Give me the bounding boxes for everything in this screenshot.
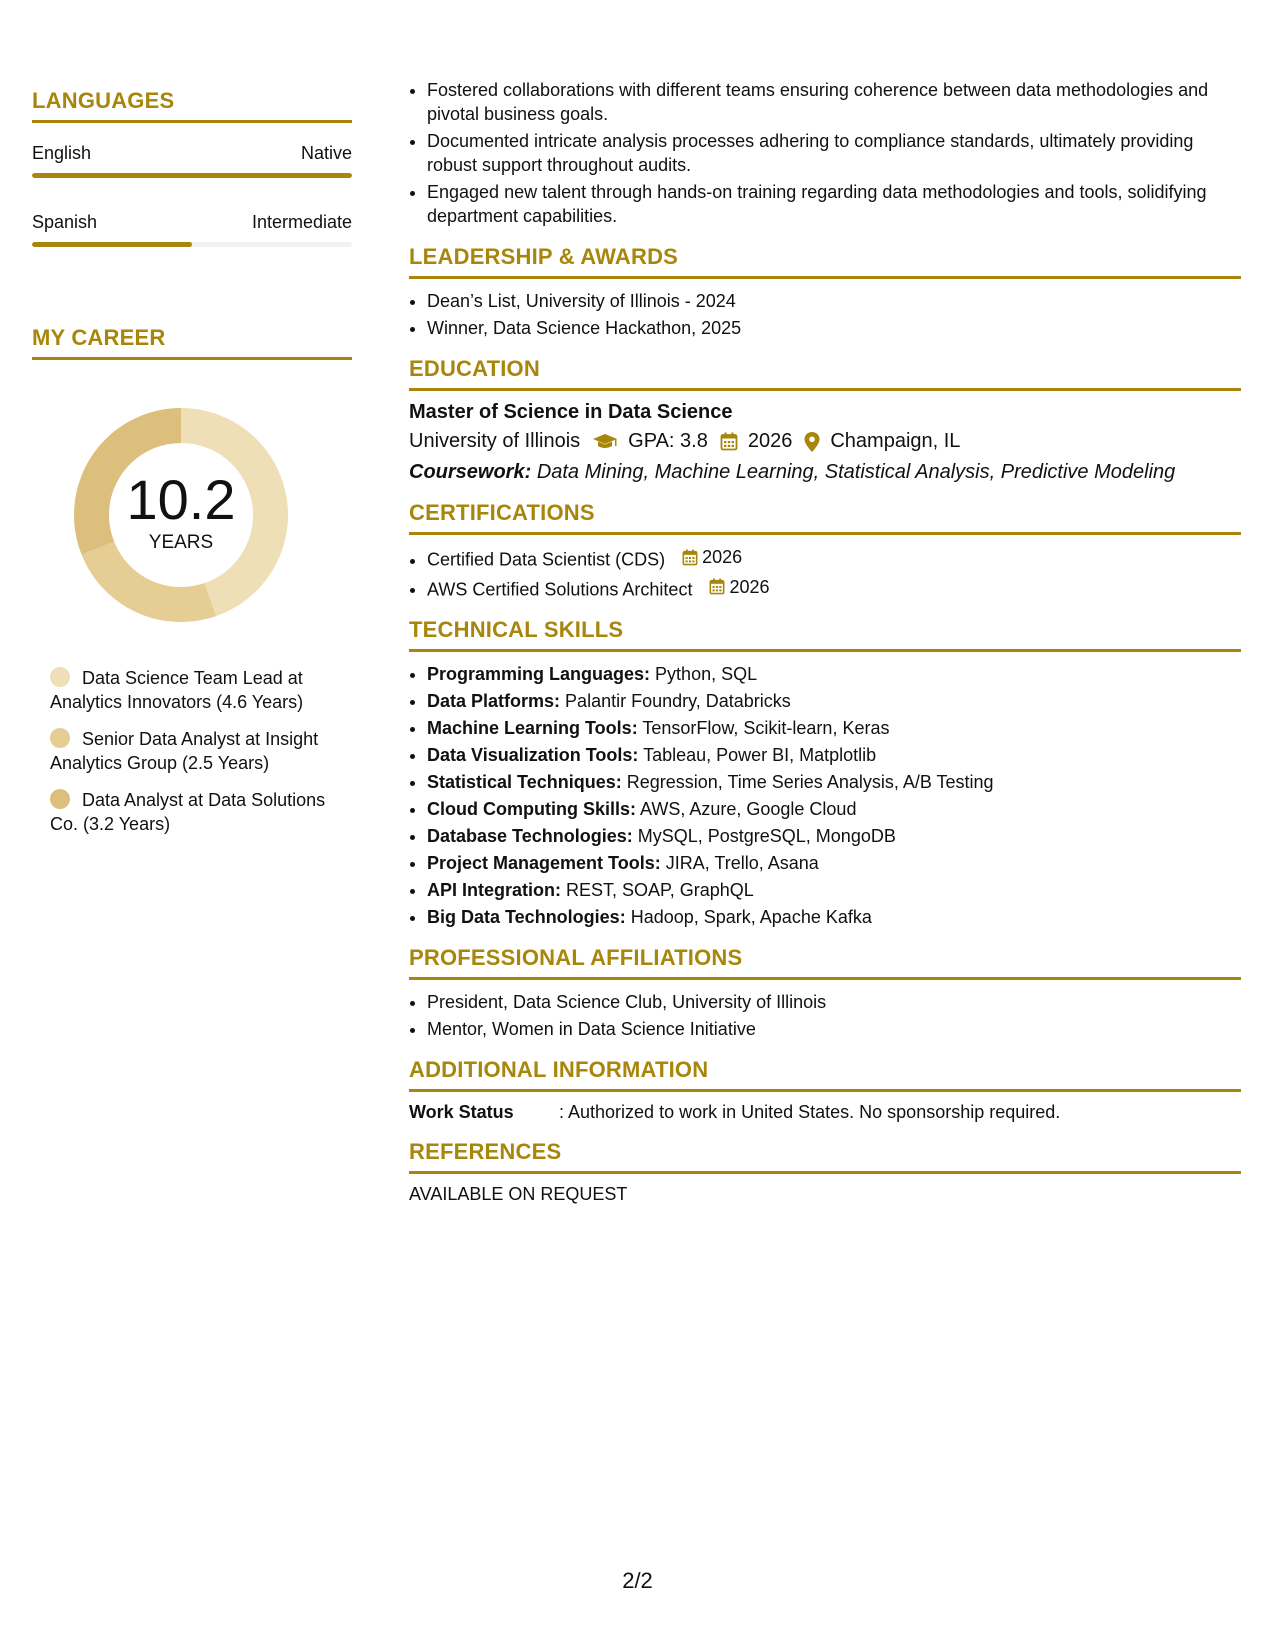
coursework-list: Data Mining, Machine Learning, Statistical Analysis, Predictive Modeling xyxy=(536,461,1176,483)
career-total: 10.2 xyxy=(126,468,236,531)
list-item: • Mentor, Women in Data Science Initiative xyxy=(427,1017,1241,1041)
main-column xyxy=(409,78,1241,1205)
skills-section xyxy=(409,617,1241,929)
sidebar xyxy=(32,88,352,849)
additional-title: ADDITIONAL INFORMATION xyxy=(409,1057,1241,1092)
skill-item xyxy=(427,905,1241,929)
career-section xyxy=(32,325,352,836)
skill-value: Python, SQL xyxy=(655,664,758,684)
career-donut xyxy=(66,400,296,630)
legend-item xyxy=(50,666,340,714)
skill-item xyxy=(427,851,1241,875)
legend-dot xyxy=(50,728,70,748)
graduation-cap-icon xyxy=(592,433,618,451)
certifications-section xyxy=(409,500,1241,601)
experience-bullets xyxy=(409,78,1241,228)
affiliations-title: PROFESSIONAL AFFILIATIONS xyxy=(409,945,1241,980)
education-section xyxy=(409,356,1241,484)
calendar-icon xyxy=(720,432,738,451)
skill-label: Statistical Techniques: xyxy=(427,772,622,792)
skill-value: TensorFlow, Scikit-learn, Keras xyxy=(642,718,890,738)
skill-label: Programming Languages: xyxy=(427,664,651,684)
career-title: MY CAREER xyxy=(32,325,352,360)
degree: Master of Science in Data Science xyxy=(409,401,733,423)
list-item: • Winner, Data Science Hackathon, 2025 xyxy=(427,316,1241,340)
language-bar xyxy=(32,173,352,178)
language-bar-fill xyxy=(32,242,192,247)
skill-label: Cloud Computing Skills: xyxy=(427,799,636,819)
languages-title: LANGUAGES xyxy=(32,88,352,123)
affiliations-section xyxy=(409,945,1241,1041)
career-unit: YEARS xyxy=(148,532,214,553)
certification-year: 2026 xyxy=(729,576,770,597)
skill-label: Big Data Technologies: xyxy=(427,907,626,927)
skill-label: Data Platforms: xyxy=(427,691,561,711)
skills-title: TECHNICAL SKILLS xyxy=(409,617,1241,652)
language-bar xyxy=(32,242,352,247)
skill-label: API Integration: xyxy=(427,880,561,900)
donut-center xyxy=(66,400,296,630)
legend-label: Data Analyst at Data Solutions Co. (3.2 Years) xyxy=(50,790,326,834)
list-item xyxy=(427,575,1241,602)
location-pin-icon xyxy=(804,432,820,452)
list-item: • Engaged new talent through hands-on training regarding data methodologies and tools, solidifying department capabilities. xyxy=(427,180,1241,228)
career-legend xyxy=(50,666,340,836)
references-title: REFERENCES xyxy=(409,1139,1241,1174)
skill-item xyxy=(427,716,1241,740)
legend-label: Senior Data Analyst at Insight Analytics Group (2.5 Years) xyxy=(50,729,319,773)
language-bar-fill xyxy=(32,173,352,178)
certifications-title: CERTIFICATIONS xyxy=(409,500,1241,535)
education-title: EDUCATION xyxy=(409,356,1241,391)
skill-value: MySQL, PostgreSQL, MongoDB xyxy=(637,826,896,846)
language-name: Spanish xyxy=(32,212,98,232)
legend-item xyxy=(50,727,340,775)
certification-name: AWS Certified Solutions Architect xyxy=(427,579,693,599)
references-text: AVAILABLE ON REQUEST xyxy=(409,1184,628,1204)
references-section xyxy=(409,1139,1241,1205)
list-item: • Dean’s List, University of Illinois - 2024 xyxy=(427,289,1241,313)
skill-label: Machine Learning Tools: xyxy=(427,718,638,738)
skill-value: Regression, Time Series Analysis, A/B Testing xyxy=(626,772,994,792)
leadership-section xyxy=(409,244,1241,340)
calendar-icon xyxy=(682,549,698,566)
legend-label: Data Science Team Lead at Analytics Innovators (4.6 Years) xyxy=(50,668,304,712)
skills-list xyxy=(409,662,1241,929)
skill-value: AWS, Azure, Google Cloud xyxy=(640,799,857,819)
skill-value: REST, SOAP, GraphQL xyxy=(566,880,754,900)
legend-dot xyxy=(50,789,70,809)
skill-value: Hadoop, Spark, Apache Kafka xyxy=(630,907,872,927)
page-number: 2/2 xyxy=(622,1568,653,1593)
location: Champaign, IL xyxy=(830,430,961,452)
language-item xyxy=(32,143,352,178)
gpa: GPA: 3.8 xyxy=(628,430,708,452)
skill-item xyxy=(427,824,1241,848)
work-status-label: Work Status xyxy=(409,1102,514,1122)
education-details xyxy=(409,430,1241,453)
skill-value: Palantir Foundry, Databricks xyxy=(565,691,791,711)
coursework-label: Coursework: xyxy=(409,461,532,483)
graduation-year: 2026 xyxy=(747,430,793,452)
skill-label: Project Management Tools: xyxy=(427,853,661,873)
legend-item xyxy=(50,788,340,836)
certification-name: Certified Data Scientist (CDS) xyxy=(427,549,666,570)
skill-item xyxy=(427,743,1241,767)
skill-value: JIRA, Trello, Asana xyxy=(665,853,819,873)
skill-item xyxy=(427,662,1241,686)
list-item xyxy=(427,545,1241,572)
skill-value: Tableau, Power BI, Matplotlib xyxy=(643,745,877,765)
list-item: • Fostered collaborations with different teams ensuring coherence between data methodologies and pivotal business goals. xyxy=(427,78,1241,126)
calendar-icon xyxy=(709,578,725,595)
language-level: Intermediate xyxy=(251,212,352,232)
coursework xyxy=(409,461,1241,484)
skill-label: Data Visualization Tools: xyxy=(427,745,639,765)
language-level: Native xyxy=(300,143,352,163)
leadership-title: LEADERSHIP & AWARDS xyxy=(409,244,1241,279)
language-name: English xyxy=(32,143,92,163)
skill-item xyxy=(427,770,1241,794)
skill-label: Database Technologies: xyxy=(427,826,633,846)
list-item: • President, Data Science Club, University of Illinois xyxy=(427,990,1241,1014)
certification-year: 2026 xyxy=(702,547,743,567)
skill-item xyxy=(427,689,1241,713)
skill-item xyxy=(427,878,1241,902)
additional-section xyxy=(409,1057,1241,1123)
work-status-value: : Authorized to work in United States. No sponsorship required. xyxy=(559,1102,1061,1122)
school: University of Illinois xyxy=(409,430,581,452)
language-item xyxy=(32,212,352,247)
list-item: • Documented intricate analysis processes adhering to compliance standards, ultimately providing robust support throughout audits. xyxy=(427,129,1241,177)
legend-dot xyxy=(50,667,70,687)
skill-item xyxy=(427,797,1241,821)
